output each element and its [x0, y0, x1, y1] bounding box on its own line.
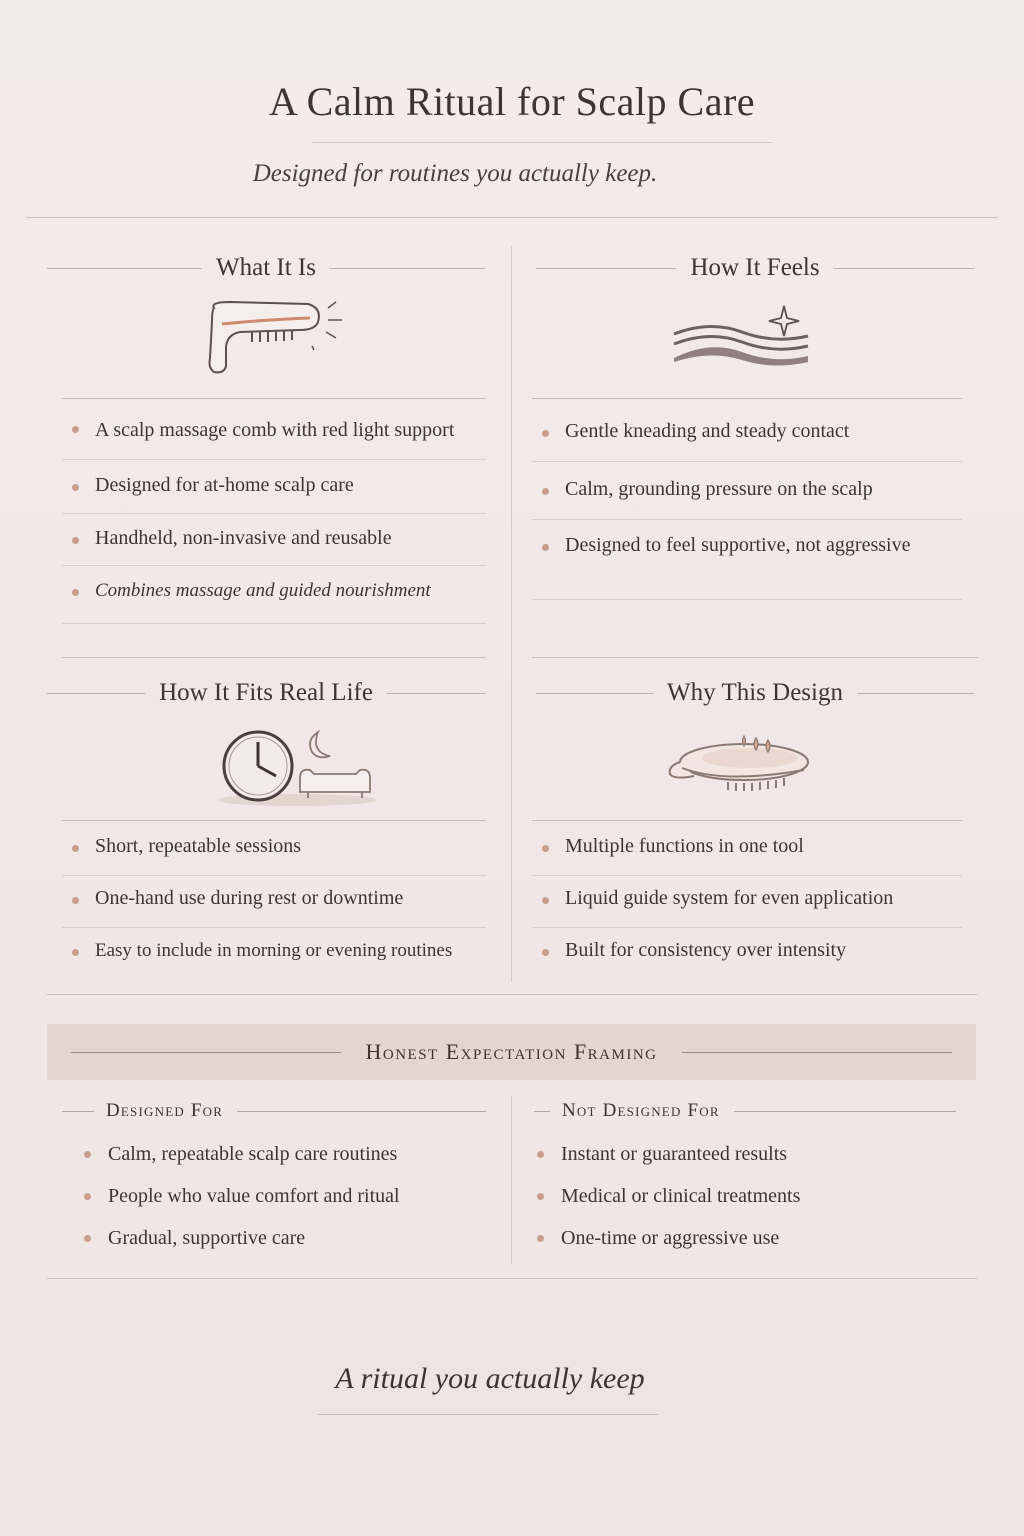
section-divider — [47, 1278, 977, 1279]
list-item: Medical or clinical treatments — [535, 1175, 800, 1217]
bullet-icon — [84, 1193, 91, 1200]
section-divider — [62, 820, 486, 821]
heading-rule — [534, 1111, 550, 1112]
section-title: How It Feels — [690, 254, 820, 281]
list-item: Combines massage and guided nourishment — [62, 566, 486, 624]
banner-rule — [682, 1052, 952, 1053]
heading-rule — [536, 693, 653, 694]
bullet-icon — [537, 1193, 544, 1200]
bullet-icon — [72, 897, 79, 904]
heading-rule — [536, 268, 676, 269]
designed-for-list — [82, 1133, 400, 1259]
list-item: Handheld, non-invasive and reusable — [62, 514, 486, 566]
bullet-icon — [542, 949, 549, 956]
page-subtitle: Designed for routines you actually keep. — [252, 160, 658, 187]
expectations-title: Honest Expectation Framing — [365, 1039, 658, 1064]
heading-rule — [62, 1111, 94, 1112]
footer-tagline: A ritual you actually keep — [335, 1362, 645, 1395]
column-divider — [511, 1096, 512, 1264]
scalp-comb-icon — [200, 298, 350, 378]
section-title: Why This Design — [667, 679, 843, 706]
list-item: Instant or guaranteed results — [535, 1133, 800, 1175]
heading-rule — [47, 268, 202, 269]
section-title: How It Fits Real Life — [159, 679, 373, 706]
bullet-icon — [84, 1235, 91, 1242]
list-item: Gradual, supportive care — [82, 1217, 400, 1259]
column-divider — [511, 246, 512, 982]
bullet-icon — [542, 897, 549, 904]
list-item: A scalp massage comb with red light support — [62, 412, 486, 460]
section-divider — [62, 657, 486, 658]
bullet-icon — [542, 544, 549, 551]
section-divider — [47, 994, 977, 995]
list-item: Built for consistency over intensity — [532, 928, 962, 979]
bullet-icon — [72, 484, 79, 491]
heading-rule — [387, 693, 485, 694]
list-item: Multiple functions in one tool — [532, 830, 962, 876]
heading-rule — [237, 1111, 486, 1112]
title-divider — [312, 142, 772, 143]
clock-moon-sofa-icon — [214, 726, 380, 808]
bullet-icon — [72, 845, 79, 852]
bullet-icon — [72, 589, 79, 596]
page-title: A Calm Ritual for Scalp Care — [268, 79, 756, 124]
designed-for-heading: Designed For — [62, 1100, 486, 1122]
list-item: Gentle kneading and steady contact — [532, 412, 962, 462]
list-item: Short, repeatable sessions — [62, 830, 486, 876]
section-heading-why-this-design — [536, 679, 974, 707]
bullet-icon — [84, 1151, 91, 1158]
list-item: Liquid guide system for even application — [532, 876, 962, 928]
list-item: Designed for at-home scalp care — [62, 460, 486, 514]
section-divider — [532, 657, 978, 658]
list-item: Calm, repeatable scalp care routines — [82, 1133, 400, 1175]
banner-rule — [71, 1052, 341, 1053]
expectations-banner — [47, 1024, 976, 1080]
bullet-icon — [72, 949, 79, 956]
bullet-icon — [537, 1151, 544, 1158]
section-heading-how-it-feels — [536, 254, 974, 282]
list-item: One-hand use during rest or downtime — [62, 876, 486, 928]
list-why-this-design — [532, 830, 962, 979]
bullet-icon — [542, 845, 549, 852]
not-designed-for-heading: Not Designed For — [534, 1100, 956, 1122]
section-title: What It Is — [216, 254, 316, 281]
bullet-icon — [542, 430, 549, 437]
heading-rule — [834, 268, 974, 269]
list-what-it-is — [62, 412, 486, 624]
section-divider — [532, 398, 962, 399]
section-divider — [62, 398, 486, 399]
heading-rule — [734, 1111, 956, 1112]
bullet-icon — [537, 1235, 544, 1242]
list-item: One-time or aggressive use — [535, 1217, 800, 1259]
footer-divider — [318, 1414, 658, 1415]
heading-rule — [330, 268, 485, 269]
list-how-it-fits — [62, 830, 502, 979]
list-how-it-feels — [532, 412, 962, 600]
wave-sparkle-icon — [670, 300, 815, 370]
header-divider — [26, 217, 998, 218]
list-item: People who value comfort and ritual — [82, 1175, 400, 1217]
not-designed-for-list — [535, 1133, 800, 1259]
list-item: Designed to feel supportive, not aggressive — [532, 520, 962, 600]
list-item: Calm, grounding pressure on the scalp — [532, 462, 962, 520]
section-heading-what-it-is — [47, 254, 485, 282]
heading-rule — [857, 693, 974, 694]
heading-rule — [47, 693, 145, 694]
section-divider — [532, 820, 962, 821]
bullet-icon — [542, 488, 549, 495]
bullet-icon — [72, 537, 79, 544]
section-heading-how-it-fits — [47, 679, 485, 707]
bullet-icon — [72, 426, 79, 433]
list-item: Easy to include in morning or evening routines — [62, 928, 502, 979]
comb-droplets-icon — [664, 728, 814, 800]
